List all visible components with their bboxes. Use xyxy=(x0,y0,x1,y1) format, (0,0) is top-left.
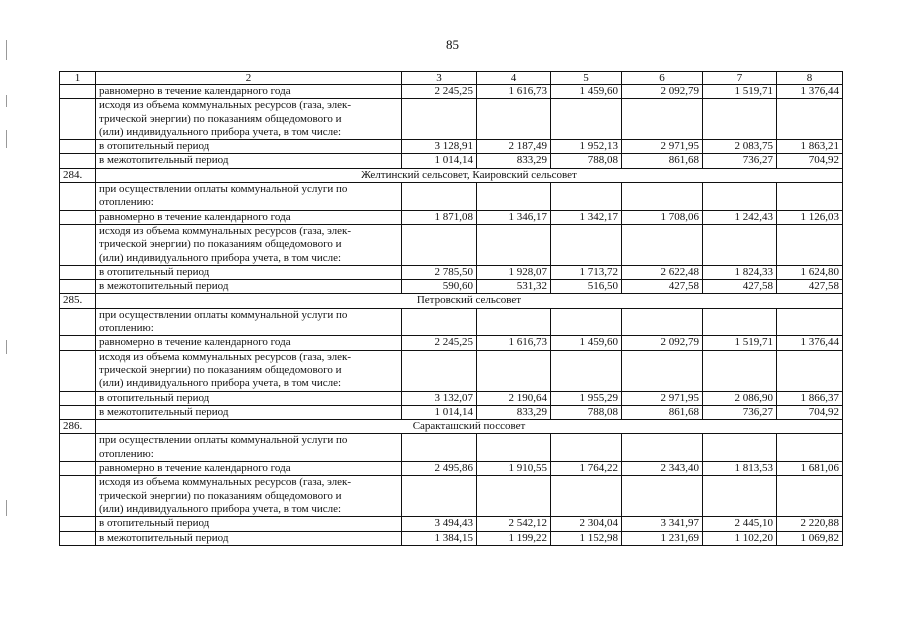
empty-value-cell xyxy=(477,350,551,391)
empty-value-cell xyxy=(402,434,477,462)
tariff-table xyxy=(59,71,843,546)
value-cell: 1 910,55 xyxy=(477,462,551,476)
empty-value-cell xyxy=(477,183,551,211)
value-cell: 3 128,91 xyxy=(402,140,477,154)
value-cell: 3 341,97 xyxy=(622,517,703,531)
empty-value-cell xyxy=(777,434,843,462)
row-index-cell xyxy=(60,391,96,405)
empty-value-cell xyxy=(622,350,703,391)
value-cell: 1 708,06 xyxy=(622,210,703,224)
table-row xyxy=(60,531,843,545)
empty-value-cell xyxy=(551,99,622,140)
empty-value-cell xyxy=(777,350,843,391)
text-row xyxy=(60,350,843,391)
value-cell: 1 126,03 xyxy=(777,210,843,224)
column-number: 8 xyxy=(777,72,843,85)
table-row xyxy=(60,336,843,350)
value-cell: 2 304,04 xyxy=(551,517,622,531)
empty-value-cell xyxy=(402,308,477,336)
column-number: 7 xyxy=(703,72,777,85)
value-cell: 1 102,20 xyxy=(703,531,777,545)
row-description: исходя из объема коммунальных ресурсов (газа, элек- трической энергии) по показаниям общедомового и (или) индивидуального прибора учета, в том числе: xyxy=(96,476,402,517)
value-cell: 1 871,08 xyxy=(402,210,477,224)
value-cell: 1 519,71 xyxy=(703,85,777,99)
text-row xyxy=(60,476,843,517)
row-index-cell xyxy=(60,405,96,419)
row-index-cell xyxy=(60,154,96,168)
value-cell: 1 616,73 xyxy=(477,336,551,350)
row-description: исходя из объема коммунальных ресурсов (газа, элек- трической энергии) по показаниям общедомового и (или) индивидуального прибора учета, в том числе: xyxy=(96,350,402,391)
section-row xyxy=(60,294,843,308)
column-number-row xyxy=(60,72,843,85)
row-description: при осуществлении оплаты коммунальной услуги по отоплению: xyxy=(96,183,402,211)
table-row xyxy=(60,140,843,154)
row-description: равномерно в течение календарного года xyxy=(96,462,402,476)
row-description: в межотопительный период xyxy=(96,531,402,545)
value-cell: 2 785,50 xyxy=(402,265,477,279)
value-cell: 2 220,88 xyxy=(777,517,843,531)
column-number: 1 xyxy=(60,72,96,85)
empty-value-cell xyxy=(622,224,703,265)
text-row xyxy=(60,434,843,462)
row-index-cell xyxy=(60,85,96,99)
value-cell: 1 459,60 xyxy=(551,85,622,99)
empty-value-cell xyxy=(551,224,622,265)
empty-value-cell xyxy=(703,183,777,211)
value-cell: 1 681,06 xyxy=(777,462,843,476)
empty-value-cell xyxy=(622,99,703,140)
section-row xyxy=(60,168,843,182)
value-cell: 2 622,48 xyxy=(622,265,703,279)
value-cell: 2 187,49 xyxy=(477,140,551,154)
empty-value-cell xyxy=(477,434,551,462)
table-row xyxy=(60,154,843,168)
value-cell: 427,58 xyxy=(777,280,843,294)
value-cell: 833,29 xyxy=(477,405,551,419)
empty-value-cell xyxy=(402,476,477,517)
empty-value-cell xyxy=(551,476,622,517)
row-description: в отопительный период xyxy=(96,517,402,531)
value-cell: 1 384,15 xyxy=(402,531,477,545)
value-cell: 1 376,44 xyxy=(777,336,843,350)
value-cell: 1 152,98 xyxy=(551,531,622,545)
value-cell: 1 342,17 xyxy=(551,210,622,224)
value-cell: 1 519,71 xyxy=(703,336,777,350)
value-cell: 788,08 xyxy=(551,405,622,419)
section-title: Желтинский сельсовет, Каировский сельсовет xyxy=(96,168,843,182)
empty-value-cell xyxy=(703,476,777,517)
empty-value-cell xyxy=(703,350,777,391)
row-index-cell xyxy=(60,280,96,294)
section-title: Саракташский поссовет xyxy=(96,420,843,434)
table-row xyxy=(60,210,843,224)
empty-value-cell xyxy=(477,99,551,140)
value-cell: 427,58 xyxy=(622,280,703,294)
value-cell: 2 343,40 xyxy=(622,462,703,476)
empty-value-cell xyxy=(777,99,843,140)
empty-value-cell xyxy=(777,224,843,265)
value-cell: 1 713,72 xyxy=(551,265,622,279)
value-cell: 2 971,95 xyxy=(622,140,703,154)
empty-value-cell xyxy=(622,183,703,211)
row-index-cell xyxy=(60,434,96,462)
value-cell: 2 092,79 xyxy=(622,85,703,99)
row-index-cell xyxy=(60,99,96,140)
column-number: 5 xyxy=(551,72,622,85)
column-number: 3 xyxy=(402,72,477,85)
empty-value-cell xyxy=(622,308,703,336)
empty-value-cell xyxy=(777,183,843,211)
value-cell: 3 494,43 xyxy=(402,517,477,531)
row-description: исходя из объема коммунальных ресурсов (газа, элек- трической энергии) по показаниям общедомового и (или) индивидуального прибора учета, в том числе: xyxy=(96,99,402,140)
left-margin-mark xyxy=(6,130,7,148)
row-index-cell xyxy=(60,210,96,224)
empty-value-cell xyxy=(622,476,703,517)
value-cell: 1 014,14 xyxy=(402,405,477,419)
empty-value-cell xyxy=(777,308,843,336)
empty-value-cell xyxy=(703,224,777,265)
value-cell: 1 813,53 xyxy=(703,462,777,476)
value-cell: 1 764,22 xyxy=(551,462,622,476)
row-description: исходя из объема коммунальных ресурсов (газа, элек- трической энергии) по показаниям общедомового и (или) индивидуального прибора учета, в том числе: xyxy=(96,224,402,265)
text-row xyxy=(60,308,843,336)
row-description: в межотопительный период xyxy=(96,405,402,419)
table-row xyxy=(60,405,843,419)
empty-value-cell xyxy=(703,434,777,462)
value-cell: 1 955,29 xyxy=(551,391,622,405)
row-index-cell xyxy=(60,224,96,265)
value-cell: 3 132,07 xyxy=(402,391,477,405)
row-index-cell xyxy=(60,140,96,154)
value-cell: 2 542,12 xyxy=(477,517,551,531)
row-description: при осуществлении оплаты коммунальной услуги по отоплению: xyxy=(96,434,402,462)
value-cell: 1 014,14 xyxy=(402,154,477,168)
row-index-cell xyxy=(60,308,96,336)
row-description: в отопительный период xyxy=(96,391,402,405)
text-row xyxy=(60,99,843,140)
empty-value-cell xyxy=(477,308,551,336)
table-row xyxy=(60,462,843,476)
value-cell: 1 242,43 xyxy=(703,210,777,224)
value-cell: 2 971,95 xyxy=(622,391,703,405)
value-cell: 2 092,79 xyxy=(622,336,703,350)
value-cell: 516,50 xyxy=(551,280,622,294)
row-description: в межотопительный период xyxy=(96,280,402,294)
table-row xyxy=(60,517,843,531)
empty-value-cell xyxy=(402,99,477,140)
value-cell: 1 346,17 xyxy=(477,210,551,224)
value-cell: 590,60 xyxy=(402,280,477,294)
row-description: равномерно в течение календарного года xyxy=(96,85,402,99)
value-cell: 2 245,25 xyxy=(402,336,477,350)
value-cell: 736,27 xyxy=(703,405,777,419)
left-margin-mark xyxy=(6,340,7,354)
row-index-cell xyxy=(60,336,96,350)
value-cell: 1 376,44 xyxy=(777,85,843,99)
value-cell: 788,08 xyxy=(551,154,622,168)
section-title: Петровский сельсовет xyxy=(96,294,843,308)
value-cell: 833,29 xyxy=(477,154,551,168)
left-margin-mark xyxy=(6,500,7,516)
value-cell: 704,92 xyxy=(777,405,843,419)
row-description: в отопительный период xyxy=(96,140,402,154)
value-cell: 531,32 xyxy=(477,280,551,294)
empty-value-cell xyxy=(477,224,551,265)
table-row xyxy=(60,280,843,294)
section-number: 286. xyxy=(60,420,96,434)
page-number: 85 xyxy=(446,37,459,52)
section-row xyxy=(60,420,843,434)
empty-value-cell xyxy=(703,308,777,336)
row-index-cell xyxy=(60,517,96,531)
value-cell: 1 928,07 xyxy=(477,265,551,279)
value-cell: 1 069,82 xyxy=(777,531,843,545)
value-cell: 1 616,73 xyxy=(477,85,551,99)
column-number: 6 xyxy=(622,72,703,85)
value-cell: 1 624,80 xyxy=(777,265,843,279)
empty-value-cell xyxy=(551,308,622,336)
value-cell: 2 190,64 xyxy=(477,391,551,405)
column-number: 4 xyxy=(477,72,551,85)
text-row xyxy=(60,183,843,211)
table-row xyxy=(60,265,843,279)
empty-value-cell xyxy=(402,224,477,265)
row-index-cell xyxy=(60,183,96,211)
value-cell: 704,92 xyxy=(777,154,843,168)
row-index-cell xyxy=(60,350,96,391)
row-index-cell xyxy=(60,462,96,476)
empty-value-cell xyxy=(622,434,703,462)
section-number: 284. xyxy=(60,168,96,182)
value-cell: 1 863,21 xyxy=(777,140,843,154)
text-row xyxy=(60,224,843,265)
value-cell: 2 245,25 xyxy=(402,85,477,99)
empty-value-cell xyxy=(402,350,477,391)
empty-value-cell xyxy=(551,434,622,462)
row-index-cell xyxy=(60,531,96,545)
value-cell: 1 459,60 xyxy=(551,336,622,350)
empty-value-cell xyxy=(703,99,777,140)
section-number: 285. xyxy=(60,294,96,308)
value-cell: 2 083,75 xyxy=(703,140,777,154)
row-description: равномерно в течение календарного года xyxy=(96,210,402,224)
value-cell: 2 086,90 xyxy=(703,391,777,405)
row-description: при осуществлении оплаты коммунальной услуги по отоплению: xyxy=(96,308,402,336)
empty-value-cell xyxy=(402,183,477,211)
value-cell: 2 495,86 xyxy=(402,462,477,476)
value-cell: 736,27 xyxy=(703,154,777,168)
value-cell: 861,68 xyxy=(622,154,703,168)
value-cell: 2 445,10 xyxy=(703,517,777,531)
value-cell: 1 824,33 xyxy=(703,265,777,279)
row-description: равномерно в течение календарного года xyxy=(96,336,402,350)
row-description: в отопительный период xyxy=(96,265,402,279)
value-cell: 1 952,13 xyxy=(551,140,622,154)
empty-value-cell xyxy=(551,350,622,391)
value-cell: 1 231,69 xyxy=(622,531,703,545)
value-cell: 1 199,22 xyxy=(477,531,551,545)
table-row xyxy=(60,85,843,99)
row-index-cell xyxy=(60,476,96,517)
left-margin-mark xyxy=(6,95,7,107)
value-cell: 427,58 xyxy=(703,280,777,294)
column-number: 2 xyxy=(96,72,402,85)
empty-value-cell xyxy=(477,476,551,517)
table-row xyxy=(60,391,843,405)
empty-value-cell xyxy=(551,183,622,211)
value-cell: 1 866,37 xyxy=(777,391,843,405)
value-cell: 861,68 xyxy=(622,405,703,419)
empty-value-cell xyxy=(777,476,843,517)
row-description: в межотопительный период xyxy=(96,154,402,168)
row-index-cell xyxy=(60,265,96,279)
